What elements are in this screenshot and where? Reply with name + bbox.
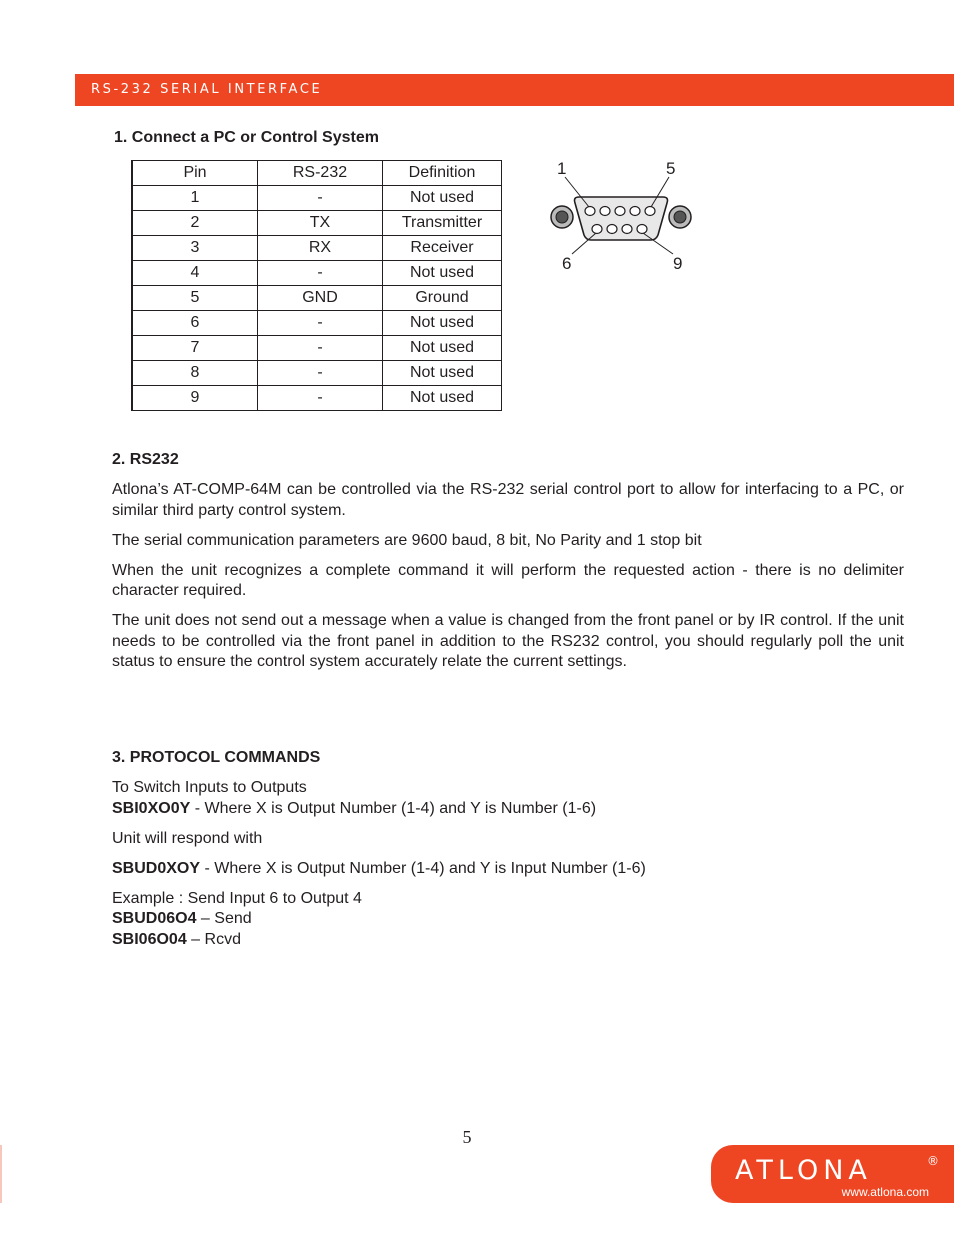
table-cell: Ground (383, 286, 502, 311)
table-row (132, 211, 502, 236)
table-cell: - (258, 311, 383, 336)
table-cell: - (258, 186, 383, 211)
table-cell: Not used (383, 336, 502, 361)
pin-table (131, 160, 502, 411)
table-row (132, 336, 502, 361)
table-row (132, 236, 502, 261)
section-header-bar (75, 74, 954, 106)
table-cell: 3 (132, 236, 258, 261)
table-cell: GND (258, 286, 383, 311)
table-cell: 8 (132, 361, 258, 386)
table-cell: 6 (132, 311, 258, 336)
table-row (132, 261, 502, 286)
table-row (132, 286, 502, 311)
example-block (112, 889, 904, 951)
page-number: 5 (462, 1127, 472, 1147)
table-cell: Transmitter (383, 211, 502, 236)
paragraph: When the unit recognizes a complete command it will perform the requested action - there is no delimiter character required. (112, 561, 904, 599)
pin-label-6: 6 (562, 254, 572, 273)
table-cell: Not used (383, 261, 502, 286)
command-switch-desc: - Where X is Output Number (1-4) and Y is Number (1-6) (190, 799, 597, 817)
example-send-label: – Send (196, 910, 252, 927)
table-cell: 9 (132, 386, 258, 411)
table-cell: Not used (383, 311, 502, 336)
table-cell: 7 (132, 336, 258, 361)
table-cell: Receiver (383, 236, 502, 261)
table-cell: - (258, 386, 383, 411)
table-header-pin: Pin (132, 161, 258, 186)
right-screw-icon (669, 206, 691, 228)
table-cell: - (258, 336, 383, 361)
logo-url: www.atlona.com (841, 1185, 929, 1199)
table-header-definition: Definition (383, 161, 502, 186)
respond-line: Unit will respond with (112, 829, 263, 847)
pin-label-9: 9 (673, 254, 683, 273)
table-row (132, 186, 502, 211)
paragraph: Atlona’s AT-COMP-64M can be controlled via the RS-232 serial control port to allow for interfacing to a PC, or similar third party control system. (112, 481, 904, 519)
command-response-desc: - Where X is Output Number (1-4) and Y is Input Number (1-6) (200, 859, 646, 877)
table-cell: - (258, 361, 383, 386)
table-cell: Not used (383, 386, 502, 411)
table-row (132, 361, 502, 386)
section2-body (112, 480, 904, 682)
example-intro: Example : Send Input 6 to Output 4 (112, 889, 362, 907)
table-row (132, 386, 502, 411)
response-block (112, 859, 904, 880)
atlona-logo (711, 1145, 954, 1203)
table-cell: 2 (132, 211, 258, 236)
table-cell: 1 (132, 186, 258, 211)
example-rcvd-label: – Rcvd (186, 930, 241, 948)
paragraph: The serial communication parameters are 9600 baud, 8 bit, No Parity and 1 stop bit (112, 531, 702, 549)
db9-connector-diagram (545, 155, 700, 280)
registered-mark: ® (927, 1154, 939, 1168)
paragraph: The unit does not send out a message when a value is changed from the front panel or by IR control. If the unit needs to be controlled via the front panel in addition to the RS232 control, you should regularly poll the unit status to ensure the control system accurately relate the current settings. (112, 612, 904, 670)
table-cell: RX (258, 236, 383, 261)
table-header-row (132, 161, 502, 186)
command-response: SBUD0XOY (112, 859, 201, 877)
left-screw-icon (551, 206, 573, 228)
example-send-command: SBUD06O4 (112, 910, 197, 927)
table-cell: 4 (132, 261, 258, 286)
table-header-rs232: RS-232 (258, 161, 383, 186)
section3-body (112, 778, 904, 960)
table-row (132, 311, 502, 336)
section-header-title: RS-232 SERIAL INTERFACE (91, 82, 323, 97)
command-switch: SBI0XO0Y (112, 799, 191, 817)
table-cell: Not used (383, 361, 502, 386)
switch-intro: To Switch Inputs to Outputs (112, 779, 307, 796)
logo-wordmark: ATLONA (735, 1155, 872, 1186)
table-cell: TX (258, 211, 383, 236)
section2-title: 2. RS232 (112, 451, 179, 468)
section1-title: 1. Connect a PC or Control System (114, 129, 379, 146)
edge-mark (0, 1145, 2, 1203)
pin-label-1: 1 (557, 159, 567, 178)
example-rcvd-command: SBI06O04 (112, 930, 187, 948)
switch-block (112, 778, 904, 819)
section3-title: 3. PROTOCOL COMMANDS (112, 749, 321, 766)
table-cell: 5 (132, 286, 258, 311)
table-cell: Not used (383, 186, 502, 211)
pin-label-5: 5 (666, 159, 676, 178)
table-cell: - (258, 261, 383, 286)
